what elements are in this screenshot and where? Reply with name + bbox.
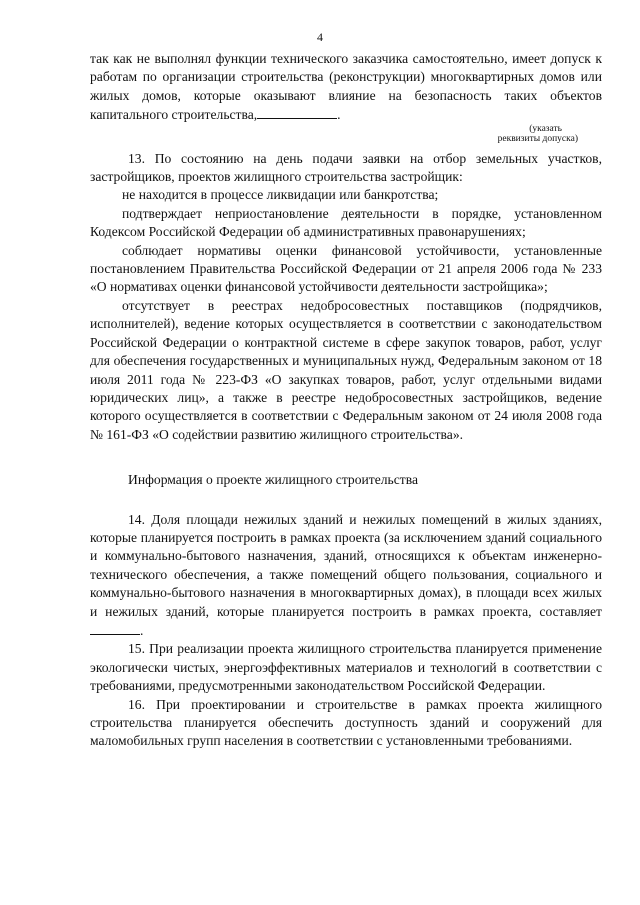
item-14-text: 14. Доля площади нежилых зданий и нежилых помещений в жилых зданиях, которые планируется построить в рамках проекта (за исключением зданий социального и коммунально-бытового назначения, зданий, относящихся к объектам инженерно-технического обеспечения, а также помещений общего пользования, социального и коммунально-бытового назначения в многоквартирных домах), в площади всех жилых и нежилых зданий, которые планируется построить в рамках проекта, составляет xyxy=(90,511,602,619)
item-15-paragraph: 15. При реализации проекта жилищного строительства планируется применение экологически чистых, энергоэффективных материалов и технологий в соответствии с требованиями, предусмотренными законодательством Российской Федерации. xyxy=(90,641,602,694)
item-13-bullet-4: отсутствует в реестрах недобросовестных поставщиков (подрядчиков, исполнителей), ведение которых осуществляется в соответствии с законодательством Российской Федерации о контрактной системе в сфере закупок товаров, работ, услуг для обеспечения государственных и муниципальных нужд, Федеральным законом от 18 июля 2011 года № 223-ФЗ «О закупках товаров, работ, услуг отдельными видами юридических лиц», а также в реестре недобросовестных застройщиков, ведение которого осуществляется в соответствии с Федеральным законом от 24 июля 2008 года № 161-ФЗ «О содействии развитию жилищного строительства». xyxy=(90,297,602,442)
item-13-lead: 13. По состоянию на день подачи заявки на отбор земельных участков, застройщиков, проектов жилищного строительства застройщик: xyxy=(90,150,602,185)
document-body xyxy=(90,50,602,751)
note-line-1: (указать xyxy=(529,123,562,134)
item-13-bullet-1: не находится в процессе ликвидации или банкротства; xyxy=(122,187,439,203)
permit-details-blank xyxy=(257,105,337,119)
item-16-paragraph: 16. При проектировании и строительстве в рамках проекта жилищного строительства планируется обеспечить доступность зданий и сооружений для маломобильных групп населения в соответствии с установленными требованиями. xyxy=(90,696,602,749)
item-14-end: . xyxy=(140,622,144,638)
note-line-2: реквизиты допуска) xyxy=(497,134,578,145)
item-14-paragraph xyxy=(90,511,602,641)
intro-end: . xyxy=(337,107,341,123)
section-heading: Информация о проекте жилищного строительства xyxy=(128,472,419,488)
item-13-bullet-2: подтверждает неприостановление деятельности в порядке, установленном Кодексом Российской Федерации об административных правонарушениях; xyxy=(90,205,602,240)
permit-details-note xyxy=(90,124,602,145)
page-number: 4 xyxy=(317,30,323,44)
item-13-bullet-3: соблюдает нормативы оценки финансовой устойчивости, установленные постановлением Правительства Российской Федерации от 21 апреля 2006 года № 233 «О нормативах оценки финансовой устойчивости деятельности застройщика»; xyxy=(90,242,602,295)
share-value-blank xyxy=(90,621,140,635)
intro-paragraph xyxy=(90,50,602,125)
intro-text: так как не выполнял функции технического заказчика самостоятельно, имеет допуск к работам по организации строительства (реконструкции) многоквартирных домов или жилых домов, которые оказывают влияние на безопасность таких объектов капитального строительства, xyxy=(90,51,602,123)
